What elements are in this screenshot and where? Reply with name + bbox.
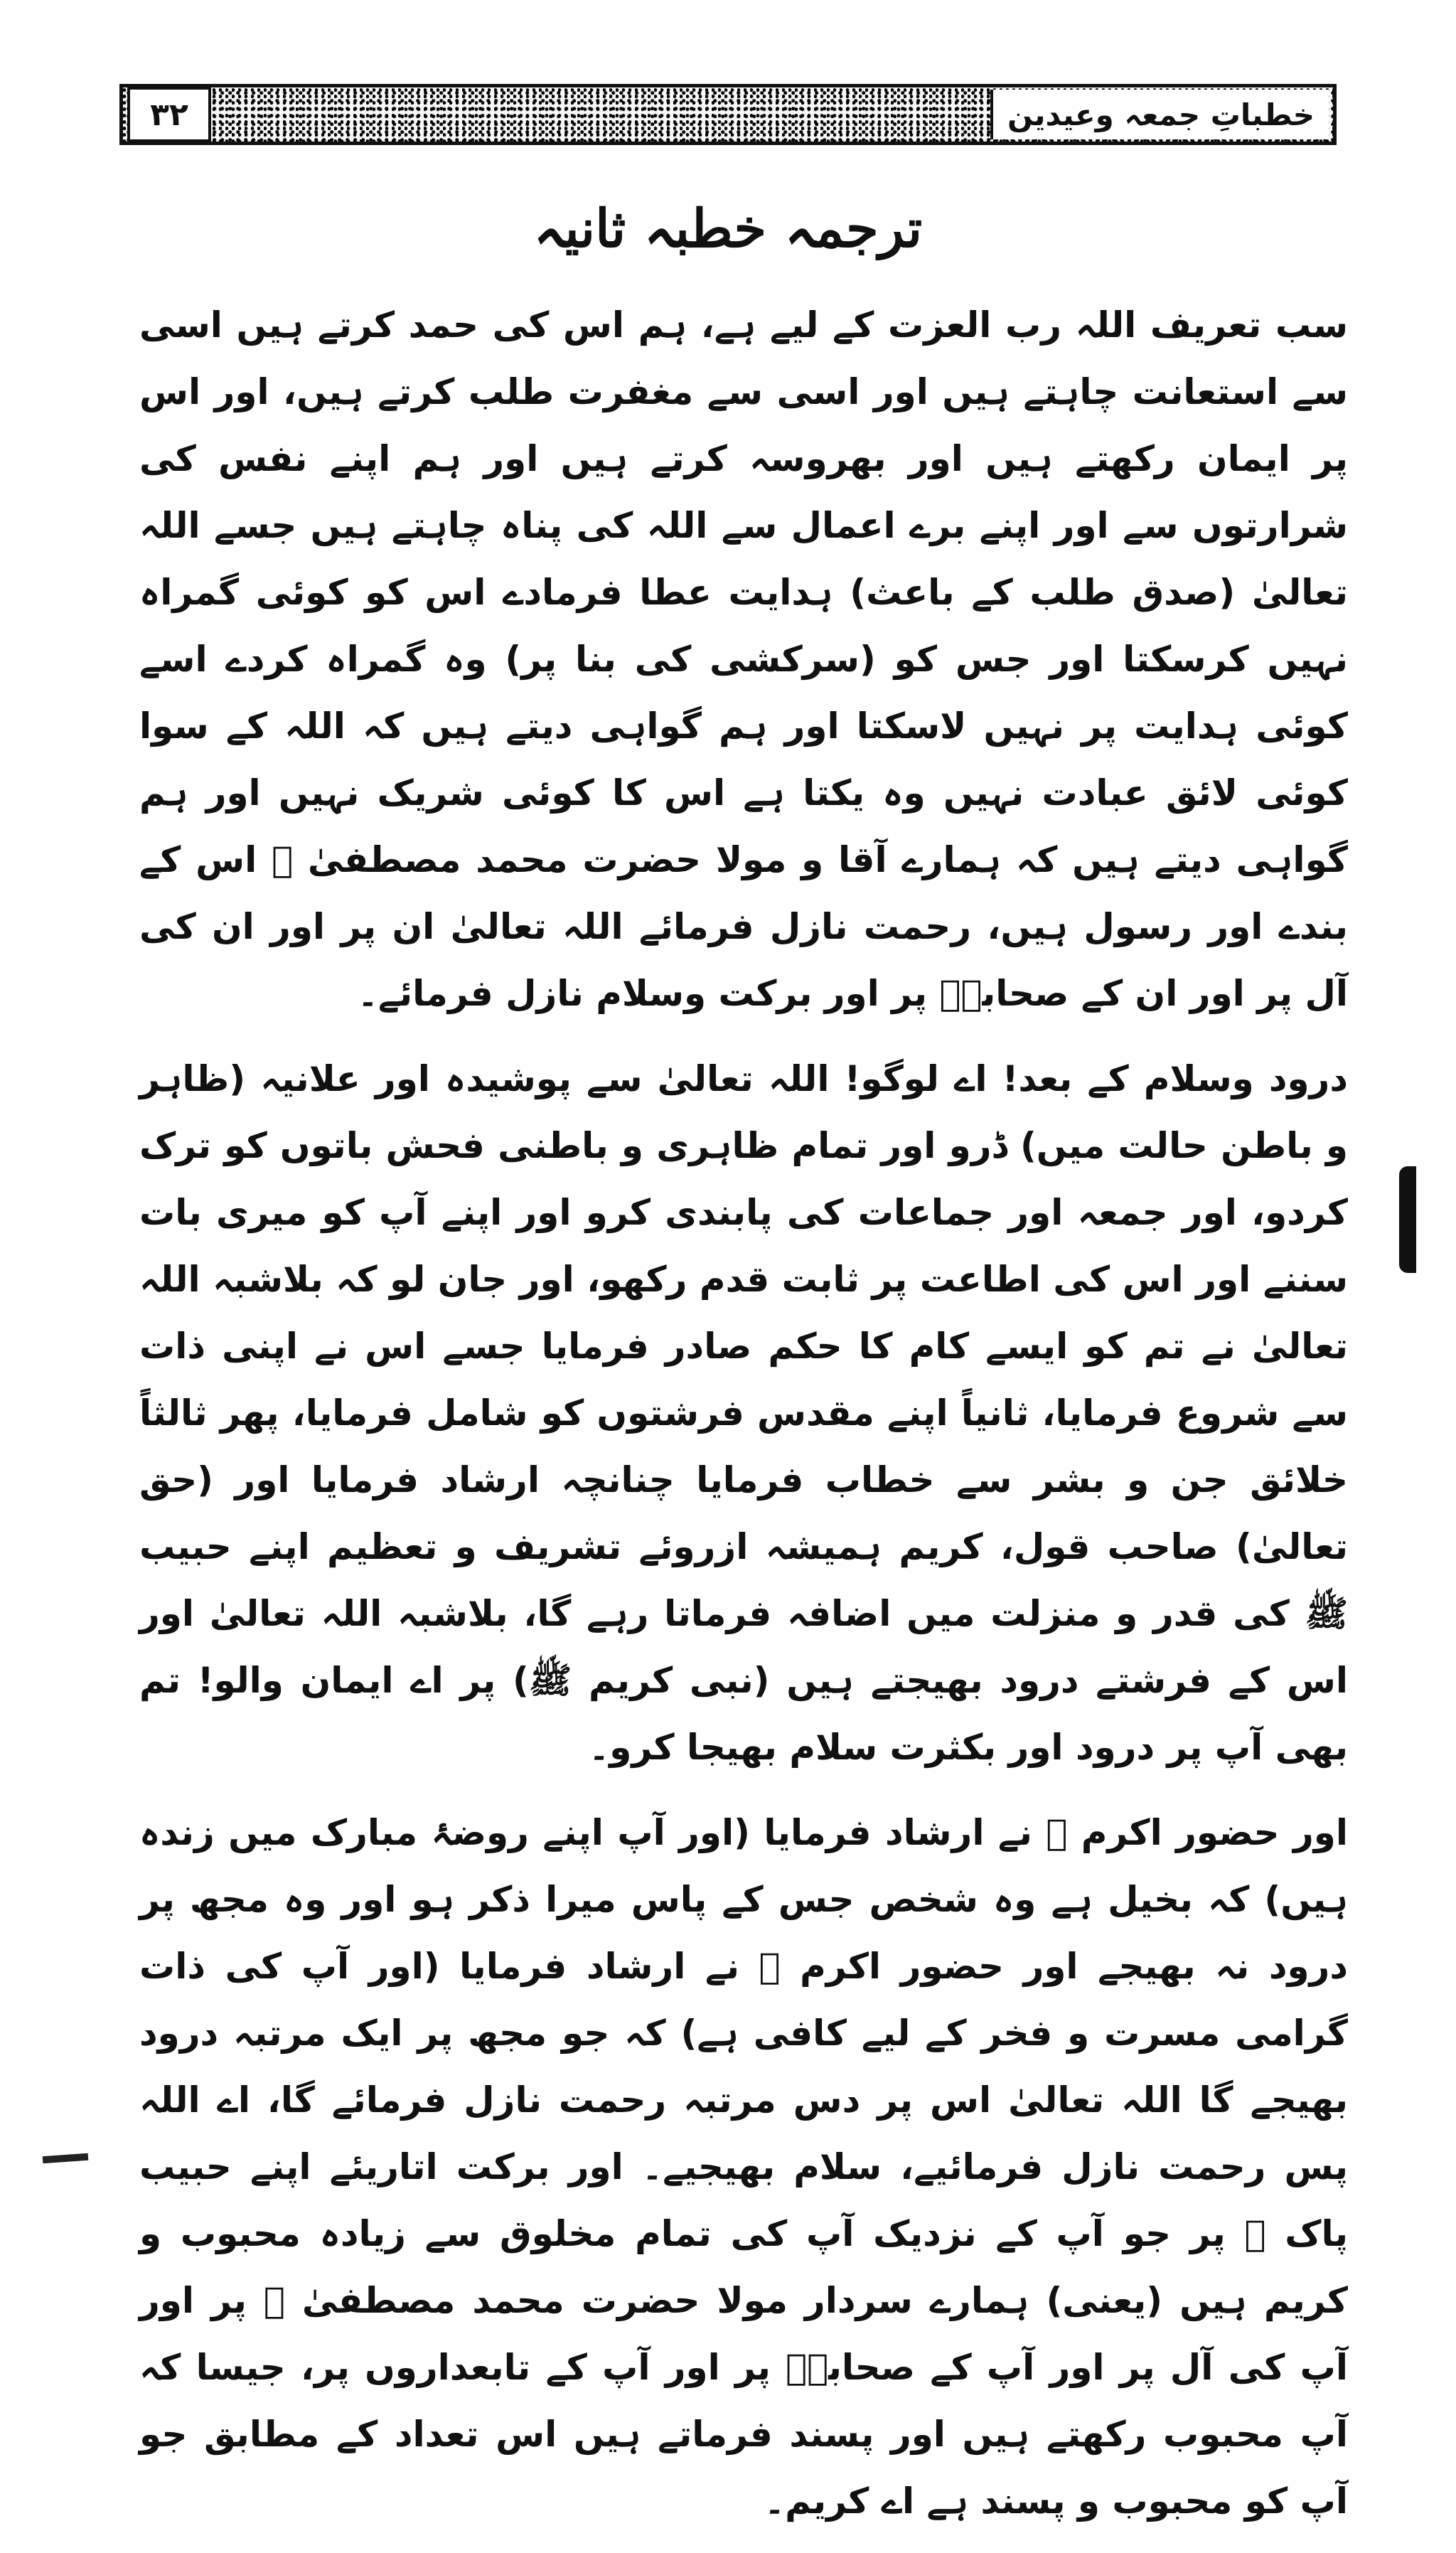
page-number: ۳۲ [127,87,211,142]
page-edge-mark [1399,1166,1416,1273]
scan-corner-mark [43,2153,89,2163]
section-title: ترجمہ خطبہ ثانیہ [533,198,923,260]
paragraph-2: درود وسلام کے بعد! اے لوگو! اللہ تعالیٰ سے پوشیدہ اور علانیہ (ظاہر و باطن حالت میں) ڈرو اور تمام ظاہری و باطنی فحش باتوں کو ترک کردو، اور جمعہ اور جماعات کی پابندی کرو اور اپنے آپ کو میری بات سننے اور اس کی اطاعت پر ثابت قدم رکھو، اور جان لو کہ بلاشبہ اللہ تعالیٰ نے تم کو ایسے کام کا حکم صادر فرمایا جسے اس نے اپنی ذات سے شروع فرمایا، ثانیاً اپنے مقدس فرشتوں کو شامل فرمایا، پھر ثالثاً خلائق جن و بشر سے خطاب فرمایا چنانچہ ارشاد فرمایا اور (حق تعالیٰ) صاحب قول، کریم ہمیشہ ازروئے تشریف و تعظیم اپنے حبیب ﷺ کی قدر و منزلت میں اضافہ فرماتا رہے گا، بلاشبہ اللہ تعالیٰ اور اس کے فرشتے درود بھیجتے ہیں (نبی کریم ﷺ) پر اے ایمان والو! تم بھی آپ پر درود اور بکثرت سلام بھیجا کرو۔ [139,1058,1348,1768]
paragraph-1: سب تعریف اللہ رب العزت کے لیے ہے، ہم اس کی حمد کرتے ہیں اسی سے استعانت چاہتے ہیں اور اسی سے مغفرت طلب کرتے ہیں، اور اس پر ایمان رکھتے ہیں اور بھروسہ کرتے ہیں اور ہم اپنے نفس کی شرارتوں سے اور اپنے برے اعمال سے اللہ کی پناہ چاہتے ہیں جسے اللہ تعالیٰ (صدق طلب کے باعث) ہدایت عطا فرمادے اس کو کوئی گمراہ نہیں کرسکتا اور جس کو (سرکشی کی بنا پر) وہ گمراہ کردے اسے کوئی ہدایت پر نہیں لاسکتا اور ہم گواہی دیتے ہیں کہ اللہ کے سوا کوئی لائق عبادت نہیں وہ یکتا ہے اس کا کوئی شریک نہیں اور ہم گواہی دیتے ہیں کہ ہمارے آقا و مولا حضرت محمد مصطفیٰ ﷺ اس کے بندے اور رسول ہیں، رحمت نازل فرمائے اللہ تعالیٰ ان پر اور ان کی آل پر اور ان کے صحابہؓ پر اور برکت وسلام نازل فرمائے۔ [139,304,1348,1014]
page-header [119,84,1337,145]
book-title: خطباتِ جمعہ وعیدین [990,90,1329,139]
body-text [139,292,1348,2553]
paragraph-3: اور حضور اکرم ﷺ نے ارشاد فرمایا (اور آپ اپنے روضۂ مبارک میں زندہ ہیں) کہ بخیل ہے وہ شخص جس کے پاس میرا ذکر ہو اور وہ مجھ پر درود نہ بھیجے اور حضور اکرم ﷺ نے ارشاد فرمایا (اور آپ کی ذات گرامی مسرت و فخر کے لیے کافی ہے) کہ جو مجھ پر ایک مرتبہ درود بھیجے گا اللہ تعالیٰ اس پر دس مرتبہ رحمت نازل فرمائے گا، اے اللہ پس رحمت نازل فرمائیے، سلام بھیجیے۔ اور برکت اتاریئے اپنے حبیب پاک ﷺ پر جو آپ کے نزدیک آپ کی تمام مخلوق سے زیادہ محبوب و کریم ہیں (یعنی) ہمارے سردار مولا حضرت محمد مصطفیٰ ﷺ پر اور آپ کی آل پر اور آپ کے صحابہؓ پر اور آپ کے تابعداروں پر، جیسا کہ آپ محبوب رکھتے ہیں اور پسند فرماتے ہیں اس تعداد کے مطابق جو آپ کو محبوب و پسند ہے اے کریم۔ [139,1812,1348,2522]
